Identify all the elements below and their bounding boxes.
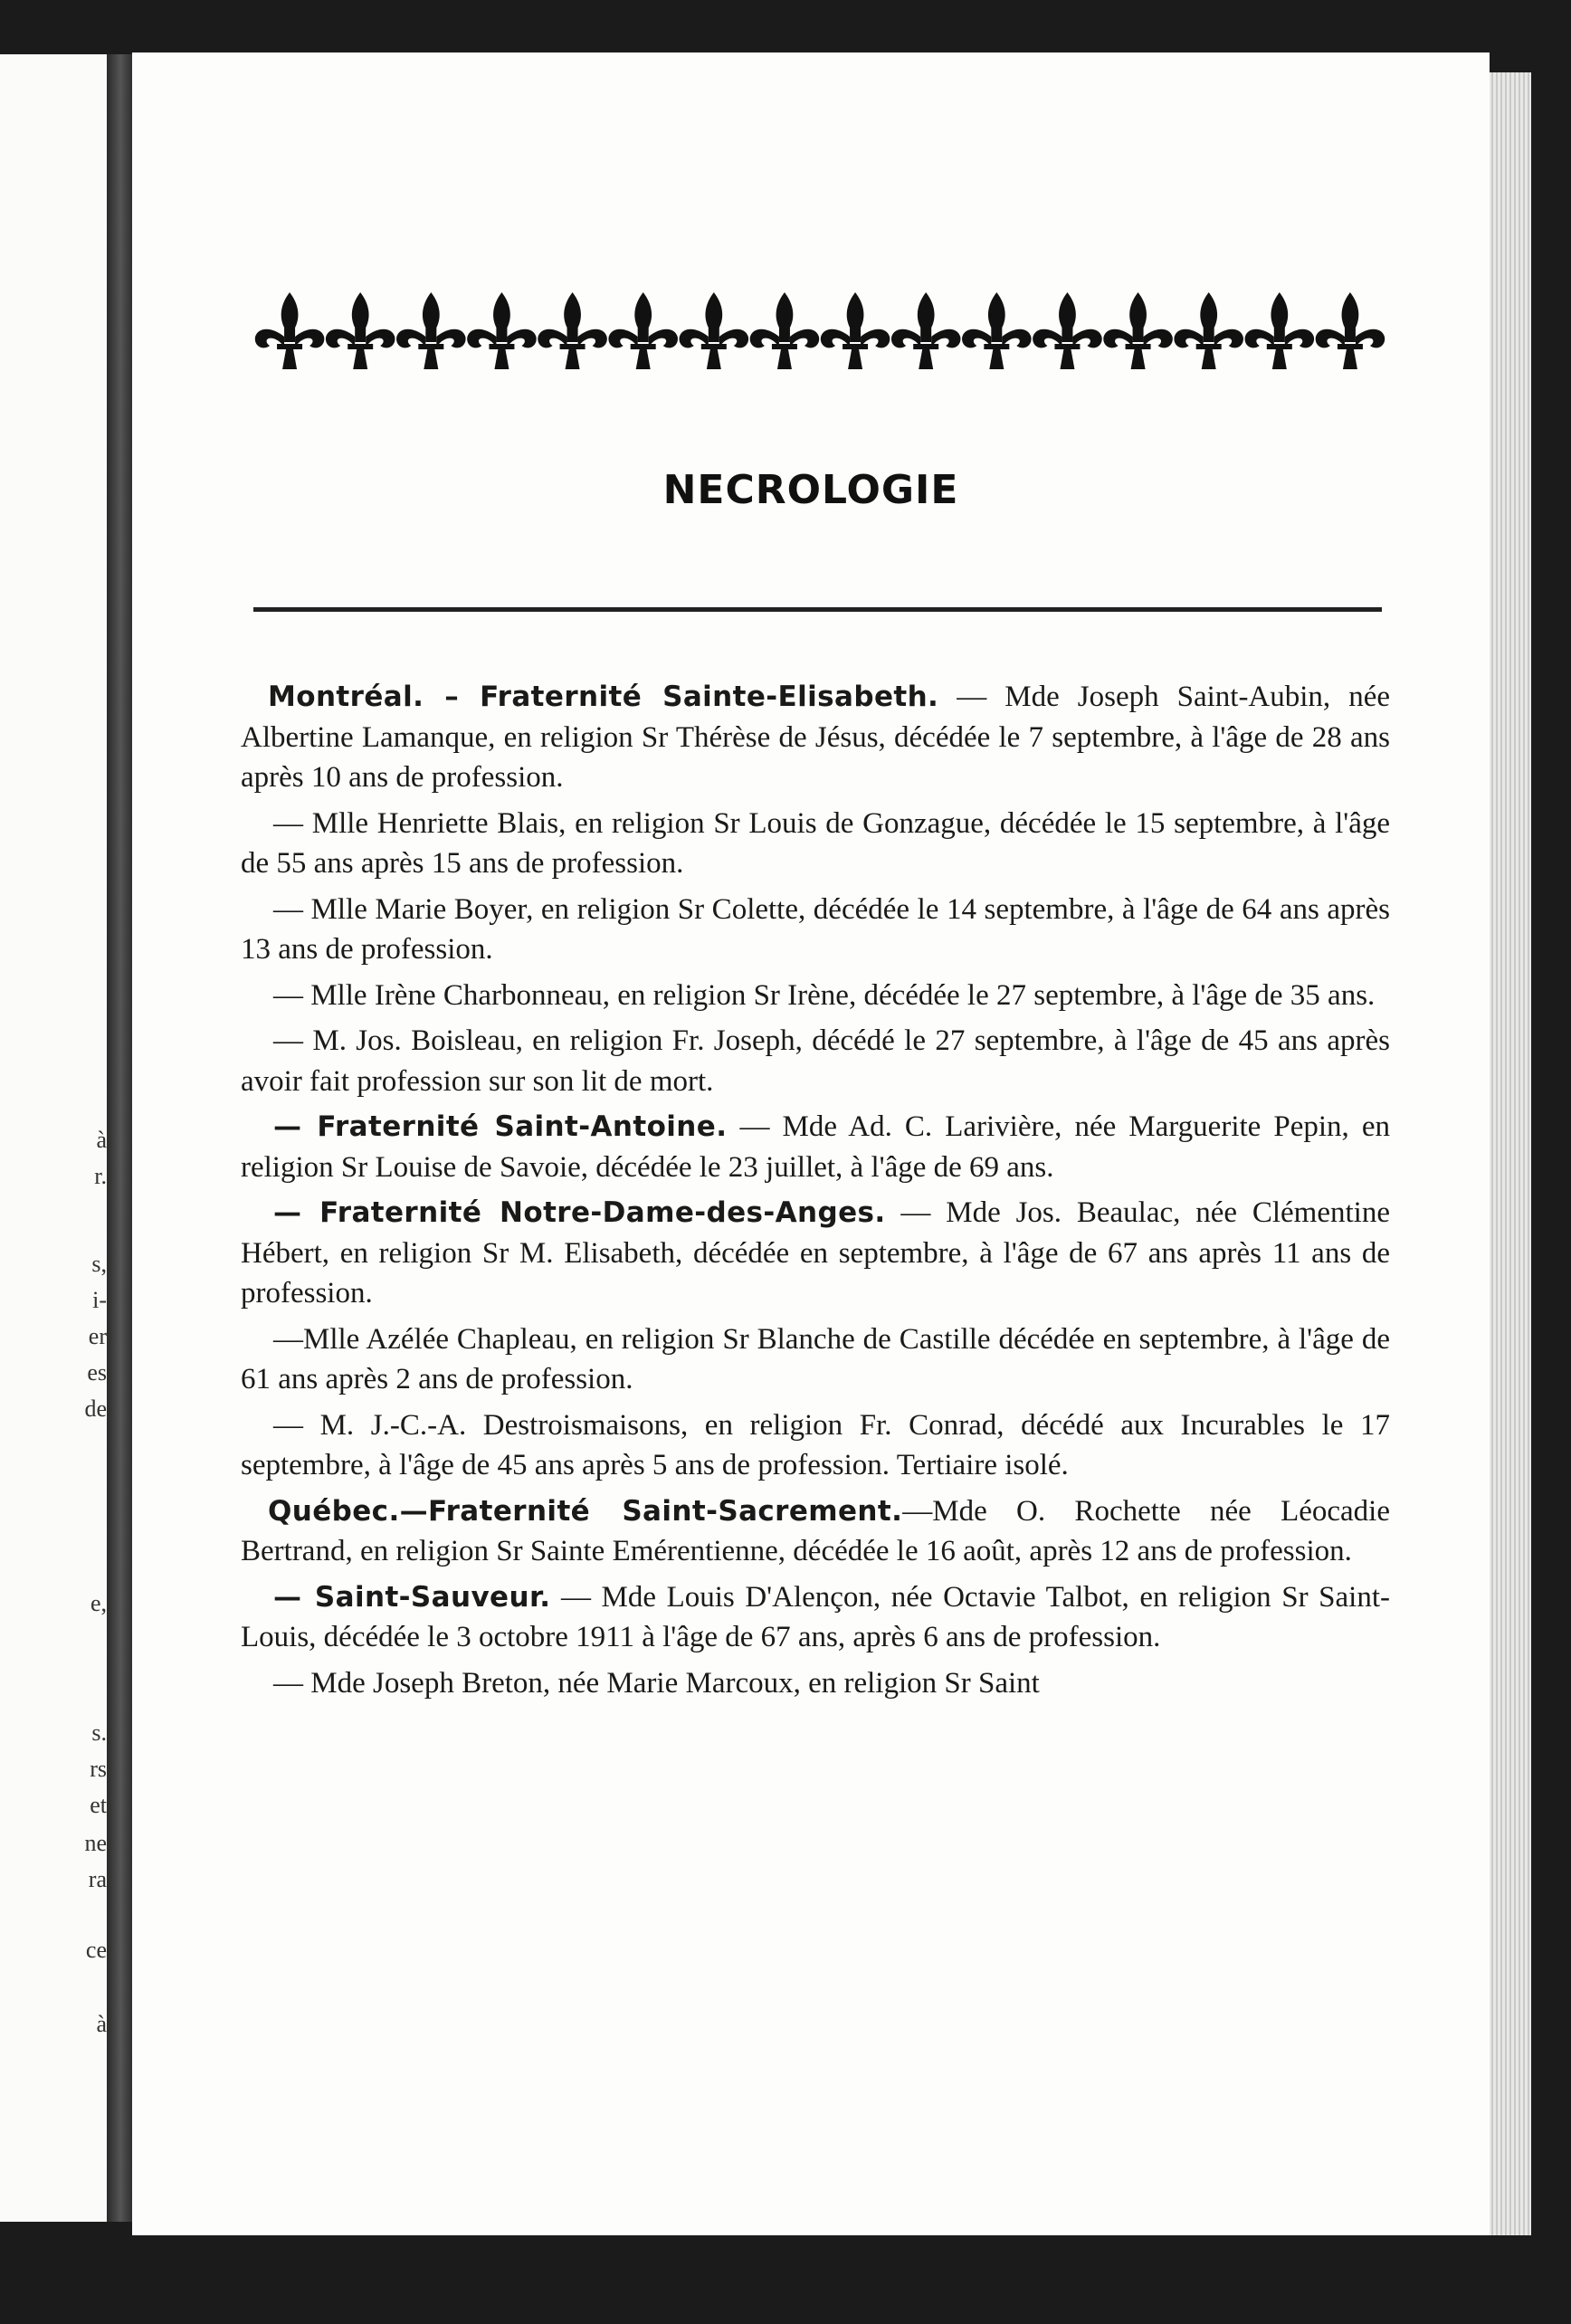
entry-paragraph	[241, 804, 1390, 884]
margin-fragment: ce	[85, 1937, 107, 1963]
margin-fragment: à	[96, 2011, 107, 2037]
entry-paragraph	[241, 1663, 1390, 1704]
entry-text: — Mlle Irène Charbonneau, en religion Sr Irène, décédée le 27 septembre, à l'âge de 35 ans.	[273, 978, 1376, 1012]
entry-text: — M. Jos. Boisleau, en religion Fr. Joseph, décédé le 27 septembre, à l'âge de 45 ans après avoir fait profession sur son lit de mort.	[241, 1024, 1390, 1098]
entry-paragraph	[241, 1577, 1390, 1658]
entry-paragraph	[241, 976, 1390, 1016]
document-page	[132, 52, 1490, 2235]
title-divider	[253, 607, 1382, 612]
entry-paragraph	[241, 1021, 1390, 1101]
entry-paragraph	[241, 1491, 1390, 1572]
entry-text: —Mlle Azélée Chapleau, en religion Sr Blanche de Castille décédée en septembre, à l'âge de 61 ans après 2 ans de profession.	[241, 1322, 1390, 1395]
entry-paragraph	[241, 1107, 1390, 1187]
fleur-de-lis-icon	[326, 292, 395, 369]
fleur-de-lis-icon	[608, 292, 678, 369]
fleur-de-lis-icon	[1316, 292, 1385, 369]
fleur-de-lis-icon	[891, 292, 961, 369]
entry-text: — Mlle Henriette Blais, en religion Sr Louis de Gonzague, décédée le 15 septembre, à l'âge de 55 ans après 15 ans de profession.	[241, 806, 1390, 880]
entry-paragraph	[241, 890, 1390, 970]
entry-paragraph	[241, 1405, 1390, 1486]
margin-fragment: ne	[84, 1830, 107, 1856]
margin-fragment: ra	[88, 1866, 107, 1892]
margin-fragment: e,	[90, 1590, 107, 1616]
fleur-de-lis-icon	[750, 292, 820, 369]
entry-paragraph	[241, 677, 1390, 798]
margin-fragment: de	[84, 1395, 107, 1422]
fleur-de-lis-icon	[254, 265, 1385, 401]
facing-page	[0, 54, 116, 2222]
entry-heading: Québec.—Fraternité Saint-Sacrement.	[268, 1494, 903, 1528]
entry-text: — Mde Ad. C. Larivière, née Marguerite Pepin, en religion Sr Louise de Savoie, décédée le 23 juillet, à l'âge de 69 ans.	[241, 1110, 1390, 1184]
margin-fragment: à	[96, 1127, 107, 1153]
fleur-de-lis-icon	[1245, 292, 1315, 369]
fleur-de-lis-icon	[396, 292, 466, 369]
fleur-de-lis-icon	[538, 292, 607, 369]
fleur-de-lis-icon	[255, 292, 325, 369]
entry-paragraph	[241, 1319, 1390, 1400]
margin-fragment: es	[87, 1359, 107, 1386]
fleur-de-lis-icon	[1174, 292, 1243, 369]
entry-text: — Mde Jos. Beaulac, née Clémentine Hébert, en religion Sr M. Elisabeth, décédée en septembre, à l'âge de 67 ans après 11 ans de profession.	[241, 1196, 1390, 1310]
entry-heading: Montréal. – Fraternité Sainte-Elisabeth.	[268, 681, 939, 713]
entry-heading: — Fraternité Saint-Antoine.	[273, 1110, 728, 1143]
margin-fragment: i-	[92, 1287, 107, 1313]
margin-fragment: s,	[91, 1251, 107, 1277]
margin-fragment: r.	[94, 1163, 107, 1189]
fleur-de-lis-icon	[467, 292, 537, 369]
margin-fragment: s.	[91, 1719, 107, 1746]
entry-text: —Mde O. Rochette née Léocadie Bertrand, en religion Sr Sainte Emérentienne, décédée le 16 août, après 12 ans de profession.	[241, 1494, 1390, 1567]
entry-text: — Mlle Marie Boyer, en religion Sr Colette, décédée le 14 septembre, à l'âge de 64 ans après 13 ans de profession.	[241, 892, 1390, 966]
entry-paragraph	[241, 1193, 1390, 1314]
fleur-de-lis-icon	[962, 292, 1032, 369]
margin-fragment: rs	[90, 1756, 107, 1782]
margin-fragment: et	[90, 1792, 107, 1818]
fleur-de-lis-icon	[680, 292, 749, 369]
necrology-text	[241, 677, 1390, 1709]
book-gutter	[107, 54, 134, 2222]
fleur-de-lis-icon	[1103, 292, 1173, 369]
margin-fragment: er	[88, 1323, 107, 1349]
fleur-de-lis-icon	[1033, 292, 1102, 369]
entry-text: — Mde Louis D'Alençon, née Octavie Talbot, en religion Sr Saint-Louis, décédée le 3 octobre 1911 à l'âge de 67 ans, après 6 ans de profession.	[241, 1580, 1390, 1653]
entry-heading: — Saint-Sauveur.	[273, 1580, 551, 1614]
entry-heading: — Fraternité Notre-Dame-des-Anges.	[273, 1196, 886, 1229]
entry-text: — Mde Joseph Saint-Aubin, née Albertine Lamanque, en religion Sr Thérèse de Jésus, décédée le 7 septembre, à l'âge de 28 ans après 10 ans de profession.	[241, 681, 1390, 794]
page-title: NECROLOGIE	[662, 467, 959, 513]
fleur-de-lis-band	[254, 265, 1385, 401]
entry-text: — Mde Joseph Breton, née Marie Marcoux, en religion Sr Saint	[273, 1666, 1040, 1700]
entry-text: — M. J.-C.-A. Destroismaisons, en religion Fr. Conrad, décédé aux Incurables le 17 septembre, à l'âge de 45 ans après 5 ans de profession. Tertiaire isolé.	[241, 1408, 1390, 1481]
fleur-de-lis-icon	[821, 292, 890, 369]
